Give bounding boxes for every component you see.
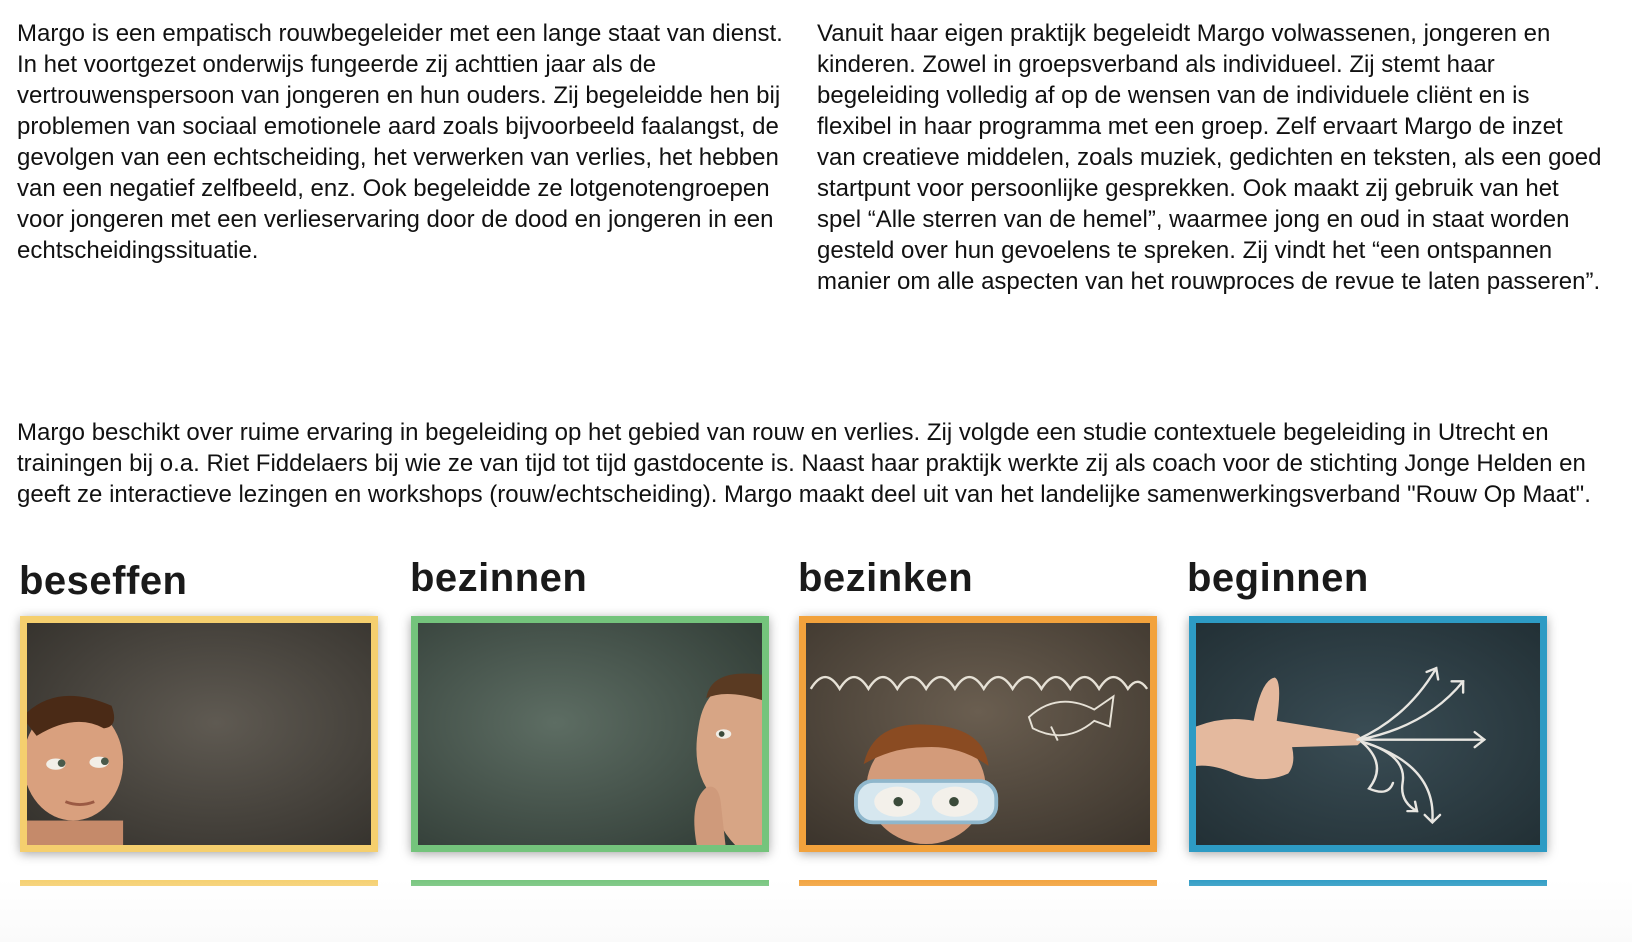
hand-pointing-arrows-image	[1196, 623, 1540, 845]
bottom-fade	[0, 878, 1632, 942]
phase-image-beginnen	[1189, 616, 1547, 852]
phase-heading-bezinken: bezinken	[798, 556, 974, 600]
phase-image-beseffen	[20, 616, 378, 852]
phase-heading-bezinnen: bezinnen	[410, 556, 588, 600]
man-thinking-right-image	[418, 623, 762, 845]
experience-paragraph: Margo beschikt over ruime ervaring in begeleiding op het gebied van rouw en verlies. Zij volgde een studie contextuele begeleiding in Utrecht en trainingen bij o.a. Riet Fiddelaers bij wie ze van tijd tot tijd gastdocente is. Naast haar praktijk werkte zij als coach voor de stichting Jonge Helden en geeft ze interactieve lezingen en workshops (rouw/echtscheiding). Margo maakt deel uit van het landelijke samenwerkingsverband "Rouw Op Maat".	[17, 419, 1591, 508]
phase-image-bezinnen	[411, 616, 769, 852]
man-with-goggles-image	[806, 623, 1150, 845]
intro-left-paragraph: Margo is een empatisch rouwbegeleider met een lange staat van dienst. In het voortgezet onderwijs fungeerde zij achttien jaar als de vertrouwenspersoon van jongeren en hun ouders. Zij begeleidde hen bij problemen van sociaal emotionele aard zoals bijvoorbeeld faalangst, de gevolgen van een echtscheiding, het verwerken van verlies, het hebben van een negatief zelfbeeld, enz. Ook begeleidde ze lotgenotengroepen voor jongeren met een verlieservaring door de dood en jongeren in een echtscheidingssituatie.	[17, 20, 783, 264]
phase-heading-beginnen: beginnen	[1187, 556, 1369, 600]
phase-heading-beseffen: beseffen	[19, 559, 188, 603]
phase-image-bezinken	[799, 616, 1157, 852]
man-peeking-left-image	[27, 623, 371, 845]
intro-right-paragraph: Vanuit haar eigen praktijk begeleidt Margo volwassenen, jongeren en kinderen. Zowel in groepsverband als individueel. Zij stemt haar begeleiding volledig af op de wensen van de individuele cliënt en is flexibel in haar programma met een groep. Zelf ervaart Margo de inzet van creatieve middelen, zoals muziek, gedichten en teksten, als een goed startpunt voor persoonlijke gesprekken. Ook maakt zij gebruik van het spel “Alle sterren van de hemel”, waarmee jong en oud in staat worden gesteld over hun gevoelens te spreken. Zij vindt het “een ontspannen manier om alle aspecten van het rouwproces de revue te laten passeren”.	[817, 20, 1602, 295]
